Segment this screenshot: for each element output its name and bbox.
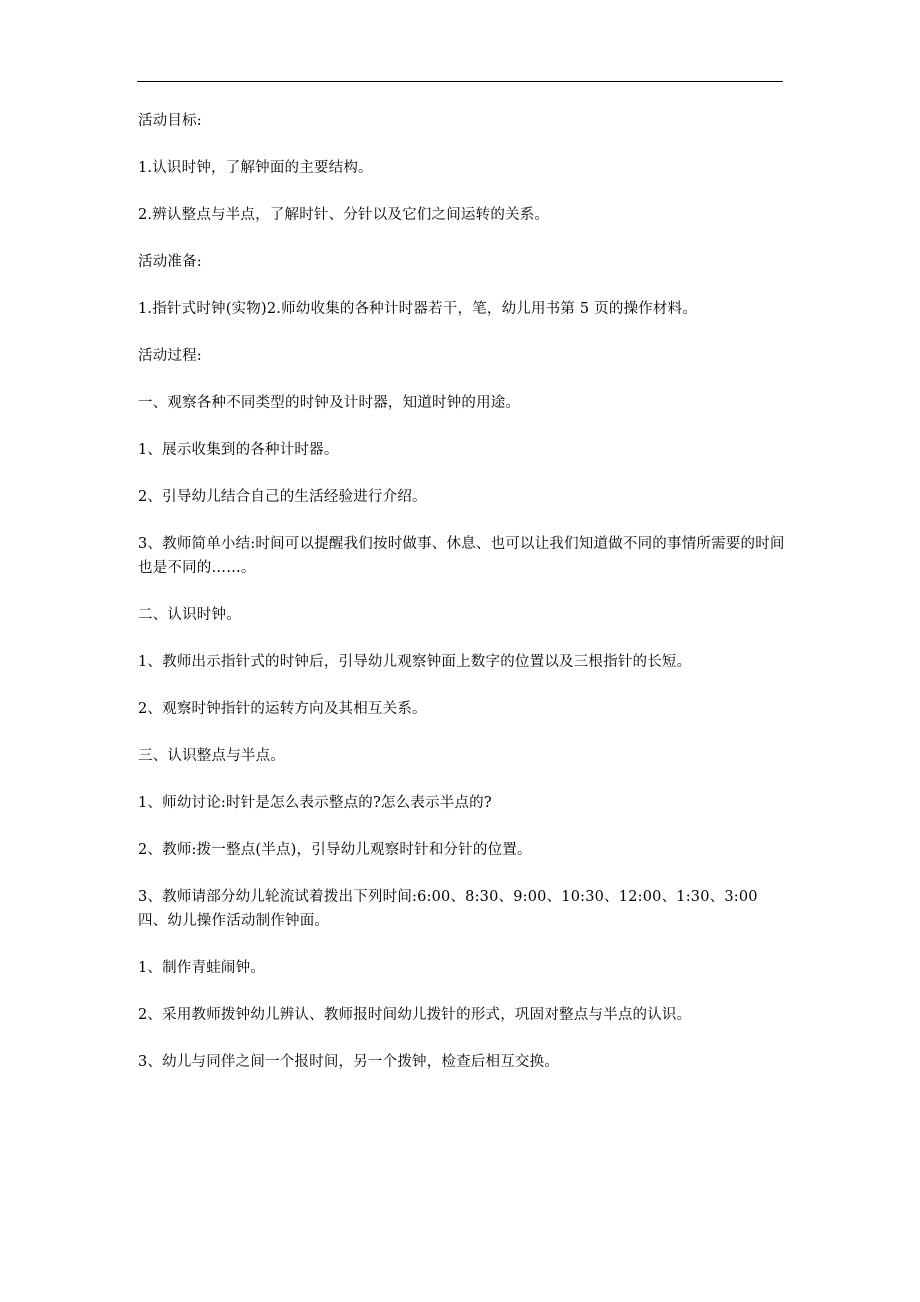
goal-item-2: 2.辨认整点与半点，了解时针、分针以及它们之间运转的关系。 (138, 207, 550, 223)
preparation-item: 1.指针式时钟(实物)2.师幼收集的各种计时器若干，笔，幼儿用书第 5 页的操作材料。 (138, 301, 698, 317)
heading-activity-goals: 活动目标: (138, 113, 202, 129)
header-rule (137, 81, 783, 82)
heading-activity-process: 活动过程: (138, 348, 202, 364)
section-3-step-1: 1、师幼讨论:时针是怎么表示整点的?怎么表示半点的? (138, 795, 492, 811)
section-3-step-2: 2、教师:拨一整点(半点)，引导幼儿观察时针和分针的位置。 (138, 842, 532, 858)
goal-item-1: 1.认识时钟，了解钟面的主要结构。 (138, 160, 373, 176)
section-1-step-3: 3、教师简单小结:时间可以提醒我们按时做事、休息、也可以让我们知道做不同的事情所需要的时间也是不同的……。 (138, 536, 785, 576)
section-1-step-1: 1、展示收集到的各种计时器。 (138, 442, 339, 458)
section-1-title: 一、观察各种不同类型的时钟及计时器，知道时钟的用途。 (138, 395, 521, 411)
section-1-step-2: 2、引导幼儿结合自己的生活经验进行介绍。 (138, 489, 427, 505)
section-2-step-2: 2、观察时钟指针的运转方向及其相互关系。 (138, 701, 427, 717)
section-4-step-2: 2、采用教师拨钟幼儿辨认、教师报时间幼儿拨针的形式，巩固对整点与半点的认识。 (138, 1007, 692, 1023)
heading-activity-preparation: 活动准备: (138, 254, 202, 270)
section-3-title: 三、认识整点与半点。 (138, 748, 285, 764)
section-4-step-1: 1、制作青蛙闹钟。 (138, 960, 266, 976)
document-body (138, 109, 788, 1097)
section-2-title: 二、认识时钟。 (138, 607, 241, 623)
section-4-step-3: 3、幼儿与同伴之间一个报时间，另一个拨钟，检查后相互交换。 (138, 1054, 560, 1070)
section-3-step-3: 3、教师请部分幼儿轮流试着拨出下列时间:6:00、8:30、9:00、10:30、12:00、1:30、3:00 四、幼儿操作活动制作钟面。 (138, 889, 758, 929)
section-2-step-1: 1、教师出示指针式的时钟后，引导幼儿观察钟面上数字的位置以及三根指针的长短。 (138, 654, 692, 670)
